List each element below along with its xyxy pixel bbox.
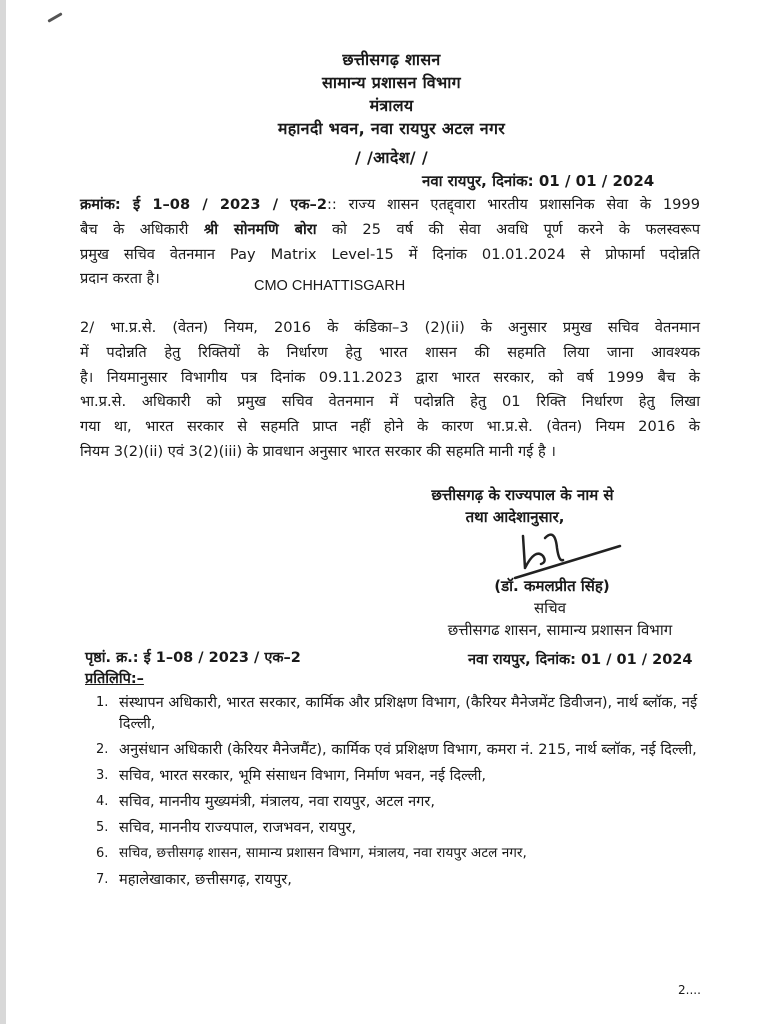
signatory-name: (डॉ. कमलप्रीत सिंह) xyxy=(494,577,610,595)
header-government: छत्तीसगढ़ शासन xyxy=(342,50,441,69)
header-ministry: मंत्रालय xyxy=(369,96,414,115)
list-item: 5. सचिव, माननीय राज्यपाल, राजभवन, रायपुर, xyxy=(96,819,357,836)
list-item: 7. महालेखाकार, छत्तीसगढ़, रायपुर, xyxy=(96,871,292,888)
para2-row: भा.प्र.से. अधिकारी को प्रमुख सचिव वेतनमान में पदोन्नति हेतु 01 रिक्ति निर्धारण हेतु लिखा xyxy=(80,393,700,411)
copy-label: प्रतिलिपि:– xyxy=(85,671,144,687)
list-item: 2. अनुसंधान अधिकारी (केरियर मैनेजमैंट), कार्मिक एवं प्रशिक्षण विभाग, कमरा नं. 215, नार्थ ब्लॉक, नई दिल्ली, xyxy=(96,741,697,758)
copy-list xyxy=(80,692,710,895)
para2-row: गया था, भारत सरकार से सहमति प्राप्त नहीं होने के कारण भा.प्र.से. (वेतन) नियम 2016 के xyxy=(80,418,700,436)
watermark-text: CMO CHHATTISGARH xyxy=(254,278,406,294)
para1-row-4: प्रदान करता है। xyxy=(80,270,160,288)
paragraph-2 xyxy=(80,316,700,465)
list-item: 1. संस्थापन अधिकारी, भारत सरकार, कार्मिक और प्रशिक्षण विभाग, (कैरियर मैनेजमेंट डिवीजन), नार्थ ब्लॉक, नई दिल्ली, xyxy=(96,694,698,732)
para2-row: है। नियमानुसार विभागीय पत्र दिनांक 09.11.2023 द्वारा भारत सरकार, को वर्ष 1999 बैच के xyxy=(80,368,700,386)
para1-row-2: बैच के अधिकारी श्री सोनमणि बोरा को 25 वर्ष की सेवा अवधि पूर्ण करने के फलस्वरूप xyxy=(80,220,700,238)
header-department: सामान्य प्रशासन विभाग xyxy=(322,73,461,92)
para2-row: नियम 3(2)(ii) एवं 3(2)(iii) के प्रावधान अनुसार भारत सरकार की सहमति मानी गई है । xyxy=(80,442,556,460)
signature-order: तथा आदेशानुसार, xyxy=(465,508,565,526)
para2-row: 2/ भा.प्र.से. (वेतन) नियम, 2016 के कंडिका–3 (2)(ii) के अनुसार प्रमुख सचिव वेतनमान xyxy=(80,319,700,336)
header-address: महानदी भवन, नवा रायपुर अटल नगर xyxy=(277,119,506,138)
officer-name: श्री सोनमणि बोरा xyxy=(203,220,317,238)
list-item: 3. सचिव, भारत सरकार, भूमि संसाधन विभाग, निर्माण भवन, नई दिल्ली, xyxy=(96,767,487,784)
order-number: क्रमांक: ई 1–08 / 2023 / एक–2 xyxy=(80,196,327,213)
para1-row-3: प्रमुख सचिव वेतनमान Pay Matrix Level-15 में दिनांक 01.01.2024 से प्रोफार्मा पदोन्नति xyxy=(80,245,700,263)
para1-row-1: क्रमांक: ई 1–08 / 2023 / एक–2:: राज्य शासन एतद्द्वारा भारतीय प्रशासनिक सेवा के 1999 xyxy=(80,196,700,213)
para2-row: में पदोन्नति हेतु रिक्तियों के निर्धारण हेतु भारत शासन की सहमति लिया जाना आवश्यक xyxy=(80,343,700,361)
signature-authority: छत्तीसगढ़ के राज्यपाल के नाम से xyxy=(431,486,614,504)
pen-mark xyxy=(47,12,62,23)
handwritten-signature xyxy=(505,528,625,583)
order-date: नवा रायपुर, दिनांक: 01 / 01 / 2024 xyxy=(422,172,655,190)
order-title: / /आदेश/ / xyxy=(355,148,428,167)
page-continue: 2.... xyxy=(678,983,701,997)
endorsement-number: पृष्ठां. क्र.: ई 1–08 / 2023 / एक–2 xyxy=(85,650,301,666)
list-item: 4. सचिव, माननीय मुख्यमंत्री, मंत्रालय, नवा रायपुर, अटल नगर, xyxy=(96,793,436,810)
signatory-designation: सचिव xyxy=(534,599,566,617)
signatory-department: छत्तीसगढ शासन, सामान्य प्रशासन विभाग xyxy=(447,621,673,639)
list-item: 6. सचिव, छत्तीसगढ़ शासन, सामान्य प्रशासन विभाग, मंत्रालय, नवा रायपुर अटल नगर, xyxy=(96,845,527,861)
endorsement-date: नवा रायपुर, दिनांक: 01 / 01 / 2024 xyxy=(468,652,693,668)
